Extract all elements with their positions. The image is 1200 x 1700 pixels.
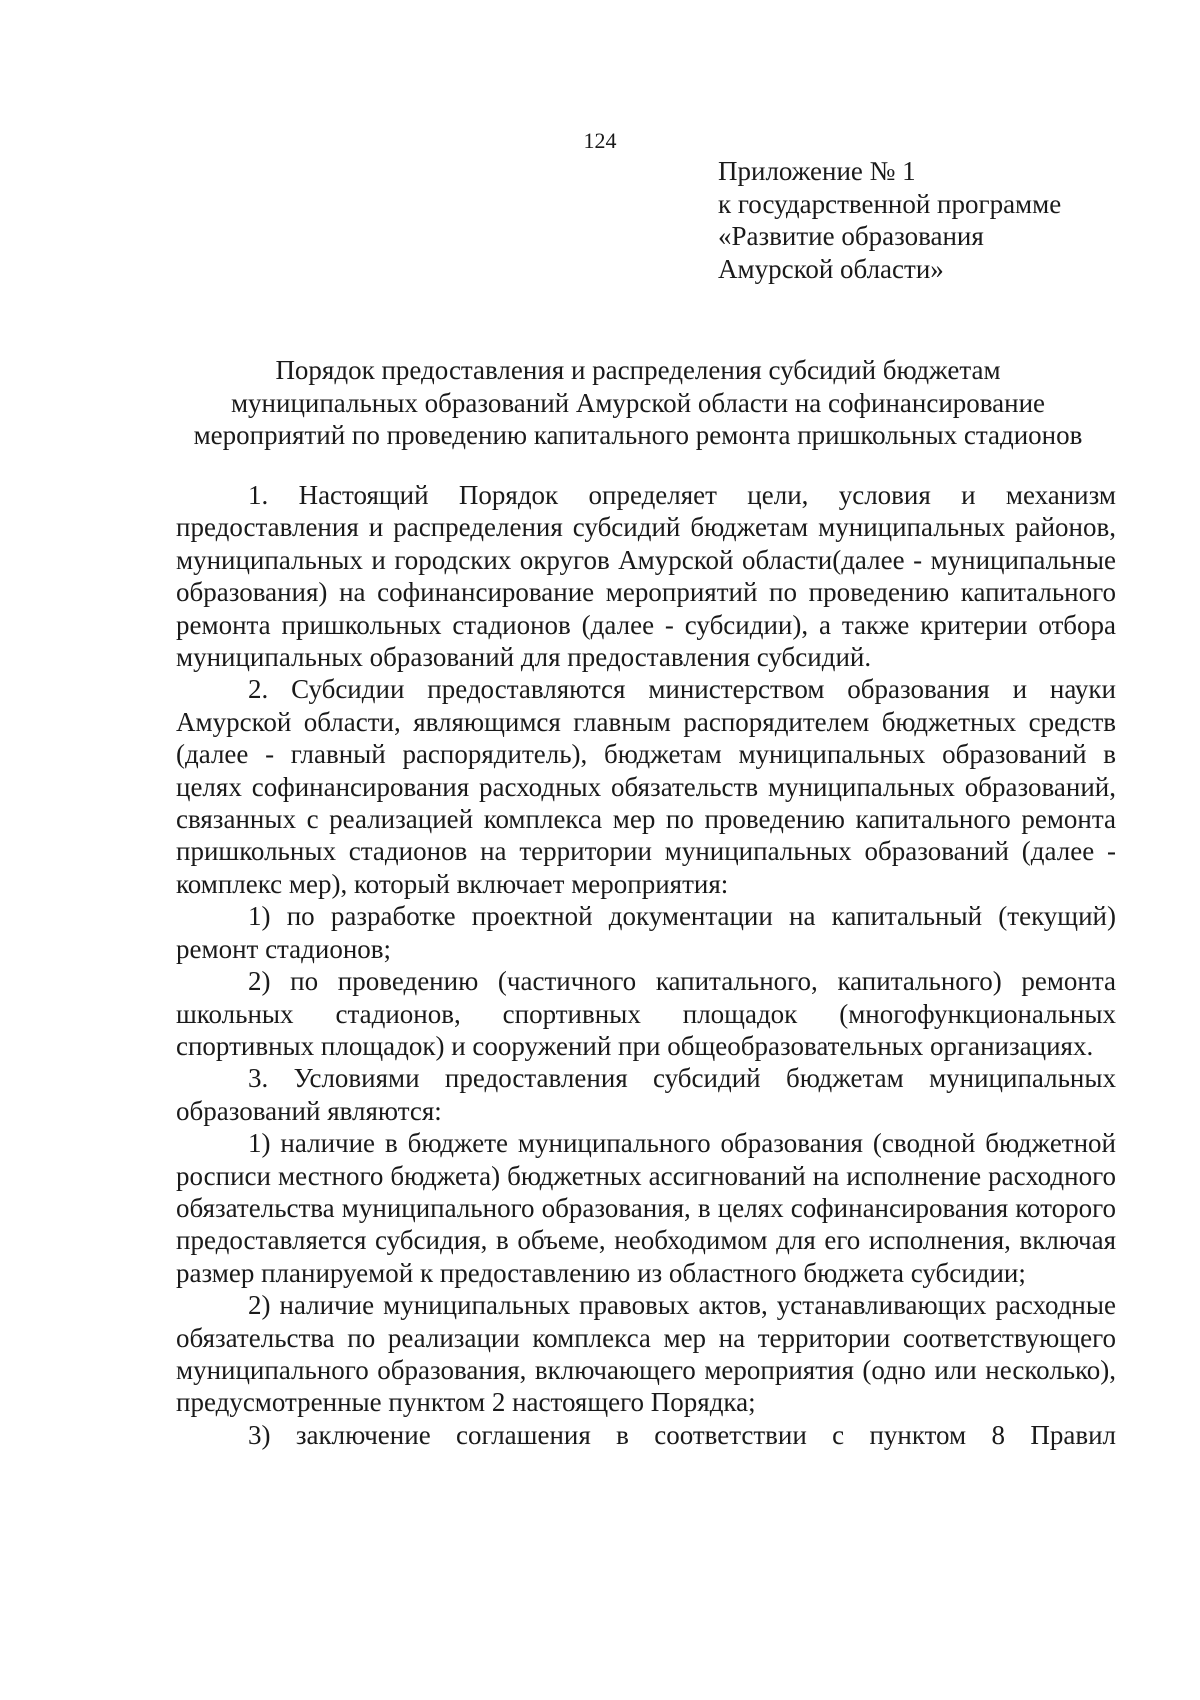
appendix-line: Амурской области»: [718, 253, 944, 284]
page-number: 124: [583, 128, 617, 153]
title-line: муниципальных образований Амурской области на софинансирование: [230, 387, 1046, 418]
paragraph-2: 2. Субсидии предоставляются министерством образования и науки Амурской области, являющимся главным распорядителем бюджетных средств (далее - главный распорядитель), бюджетам муниципальных образований в целях софинансирования расходных обязательств муниципальных образований, связанных с реализацией комплекса мер по проведению капитального ремонта пришкольных стадионов на территории муниципальных образований (далее - комплекс мер), который включает мероприятия:: [176, 674, 1116, 899]
document-body: [176, 479, 1116, 1451]
title-line: мероприятий по проведению капитального ремонта пришкольных стадионов: [193, 420, 1083, 450]
document-title: [150, 354, 1126, 452]
paragraph-3-item-3: 3) заключение соглашения в соответствии с пунктом 8 Правил: [248, 1419, 1116, 1450]
appendix-line: Приложение № 1: [718, 156, 916, 186]
appendix-header: [718, 155, 1158, 285]
paragraph-3: 3. Условиями предоставления субсидий бюджетам муниципальных образований являются:: [176, 1063, 1116, 1126]
title-line: Порядок предоставления и распределения субсидий бюджетам: [275, 355, 1001, 385]
appendix-line: к государственной программе: [718, 188, 1062, 219]
appendix-line: «Развитие образования: [718, 221, 984, 251]
paragraph-3-item-2: 2) наличие муниципальных правовых актов, устанавливающих расходные обязательства по реализации комплекса мер на территории соответствующего муниципального образования, включающего мероприятия (одно или несколько), предусмотренные пунктом 2 настоящего Порядка;: [176, 1290, 1116, 1418]
paragraph-3-item-1: 1) наличие в бюджете муниципального образования (сводной бюджетной росписи местного бюджета) бюджетных ассигнований на исполнение расходного обязательства муниципального образования, в целях софинансирования которого предоставляется субсидия, в объеме, необходимом для его исполнения, включая размер планируемой к предоставлению из областного бюджета субсидии;: [176, 1128, 1116, 1288]
paragraph-2-item-2: 2) по проведению (частичного капитального, капитального) ремонта школьных стадионов, спортивных площадок (многофункциональных спортивных площадок) и сооружений при общеобразовательных организациях.: [176, 966, 1116, 1061]
paragraph-1: 1. Настоящий Порядок определяет цели, условия и механизм предоставления и распределения субсидий бюджетам муниципальных районов, муниципальных и городских округов Амурской области(далее - муниципальные образования) на софинансирование мероприятий по проведению капитального ремонта пришкольных стадионов (далее - субсидии), а также критерии отбора муниципальных образований для предоставления субсидий.: [176, 480, 1116, 673]
paragraph-2-item-1: 1) по разработке проектной документации на капитальный (текущий) ремонт стадионов;: [176, 901, 1116, 964]
